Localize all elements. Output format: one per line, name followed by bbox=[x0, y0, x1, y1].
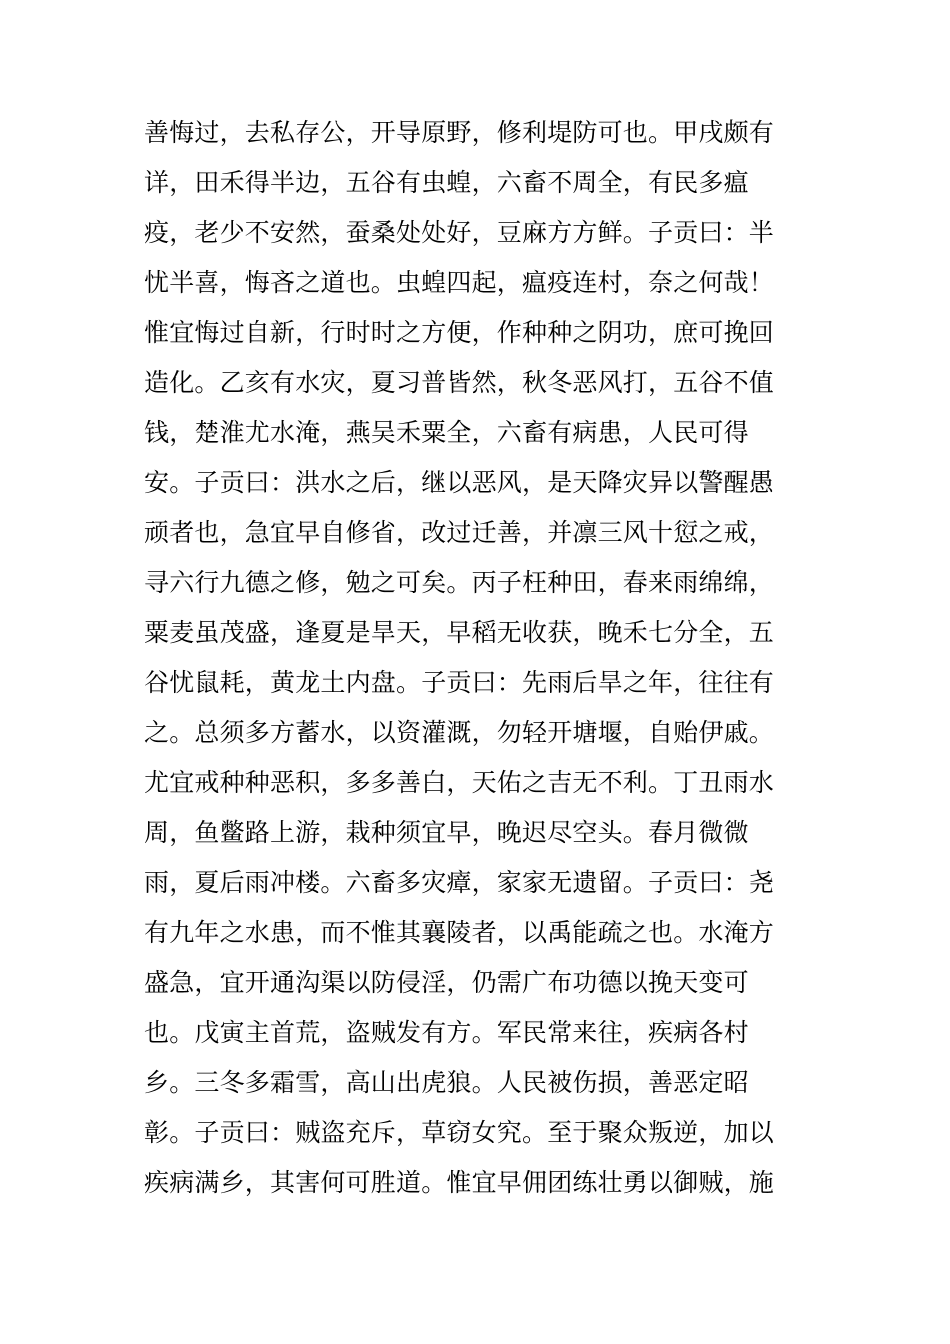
text-line-4: 忧半喜，悔吝之道也。虫蝗四起，瘟疫连村，奈之何哉！ bbox=[144, 268, 775, 297]
text-line-16: 雨，夏后雨冲楼。六畜多灾瘴，家家无遗留。子贡曰：尧 bbox=[144, 868, 775, 897]
text-line-19: 也。戊寅主首荒，盗贼发有方。军民常来往，疾病各村 bbox=[144, 1018, 749, 1047]
text-line-14: 尤宜戒种种恶积，多多善白，天佑之吉无不利。丁丑雨水 bbox=[144, 768, 775, 797]
text-line-9: 顽者也，急宜早自修省，改过迁善，并凛三风十愆之戒， bbox=[144, 518, 775, 547]
body-text bbox=[144, 108, 794, 1208]
text-line-17: 有九年之水患，而不惟其襄陵者，以禹能疏之也。水淹方 bbox=[144, 918, 775, 947]
text-line-2: 详，田禾得半边，五谷有虫蝗，六畜不周全，有民多瘟 bbox=[144, 168, 749, 197]
text-line-18: 盛急，宜开通沟渠以防侵淫，仍需广布功德以挽天变可 bbox=[144, 968, 749, 997]
text-line-22: 疾病满乡，其害何可胜道。惟宜早佣团练壮勇以御贼，施 bbox=[144, 1168, 775, 1197]
text-line-10: 寻六行九德之修，勉之可矣。丙子枉种田，春来雨绵绵， bbox=[144, 568, 775, 597]
text-line-11: 粟麦虽茂盛，逢夏是旱天，早稻无收获，晚禾七分全，五 bbox=[144, 618, 775, 647]
text-line-20: 乡。三冬多霜雪，高山出虎狼。人民被伤损，善恶定昭 bbox=[144, 1068, 749, 1097]
text-line-7: 钱，楚淮尤水淹，燕吴禾粟全，六畜有病患，人民可得 bbox=[144, 418, 749, 447]
text-line-1: 善悔过，去私存公，开导原野，修利堤防可也。甲戌颇有 bbox=[144, 118, 775, 147]
text-line-12: 谷忧鼠耗，黄龙土内盘。子贡曰：先雨后旱之年，往往有 bbox=[144, 668, 775, 697]
text-line-13: 之。总须多方蓄水，以资灌溉，勿轻开塘堰，自贻伊戚。 bbox=[144, 718, 775, 747]
text-line-3: 疫，老少不安然，蚕桑处处好，豆麻方方鲜。子贡曰：半 bbox=[144, 218, 775, 247]
text-line-6: 造化。乙亥有水灾，夏习普皆然，秋冬恶风打，五谷不值 bbox=[144, 368, 775, 397]
text-line-8: 安。子贡曰：洪水之后，继以恶风，是天降灾异以警醒愚 bbox=[144, 468, 775, 497]
text-line-15: 周，鱼鳖路上游，栽种须宜早，晚迟尽空头。春月微微 bbox=[144, 818, 749, 847]
text-line-21: 彰。子贡曰：贼盗充斥，草窃女究。至于聚众叛逆，加以 bbox=[144, 1118, 775, 1147]
text-line-5: 惟宜悔过自新，行时时之方便，作种种之阴功，庶可挽回 bbox=[144, 318, 775, 347]
